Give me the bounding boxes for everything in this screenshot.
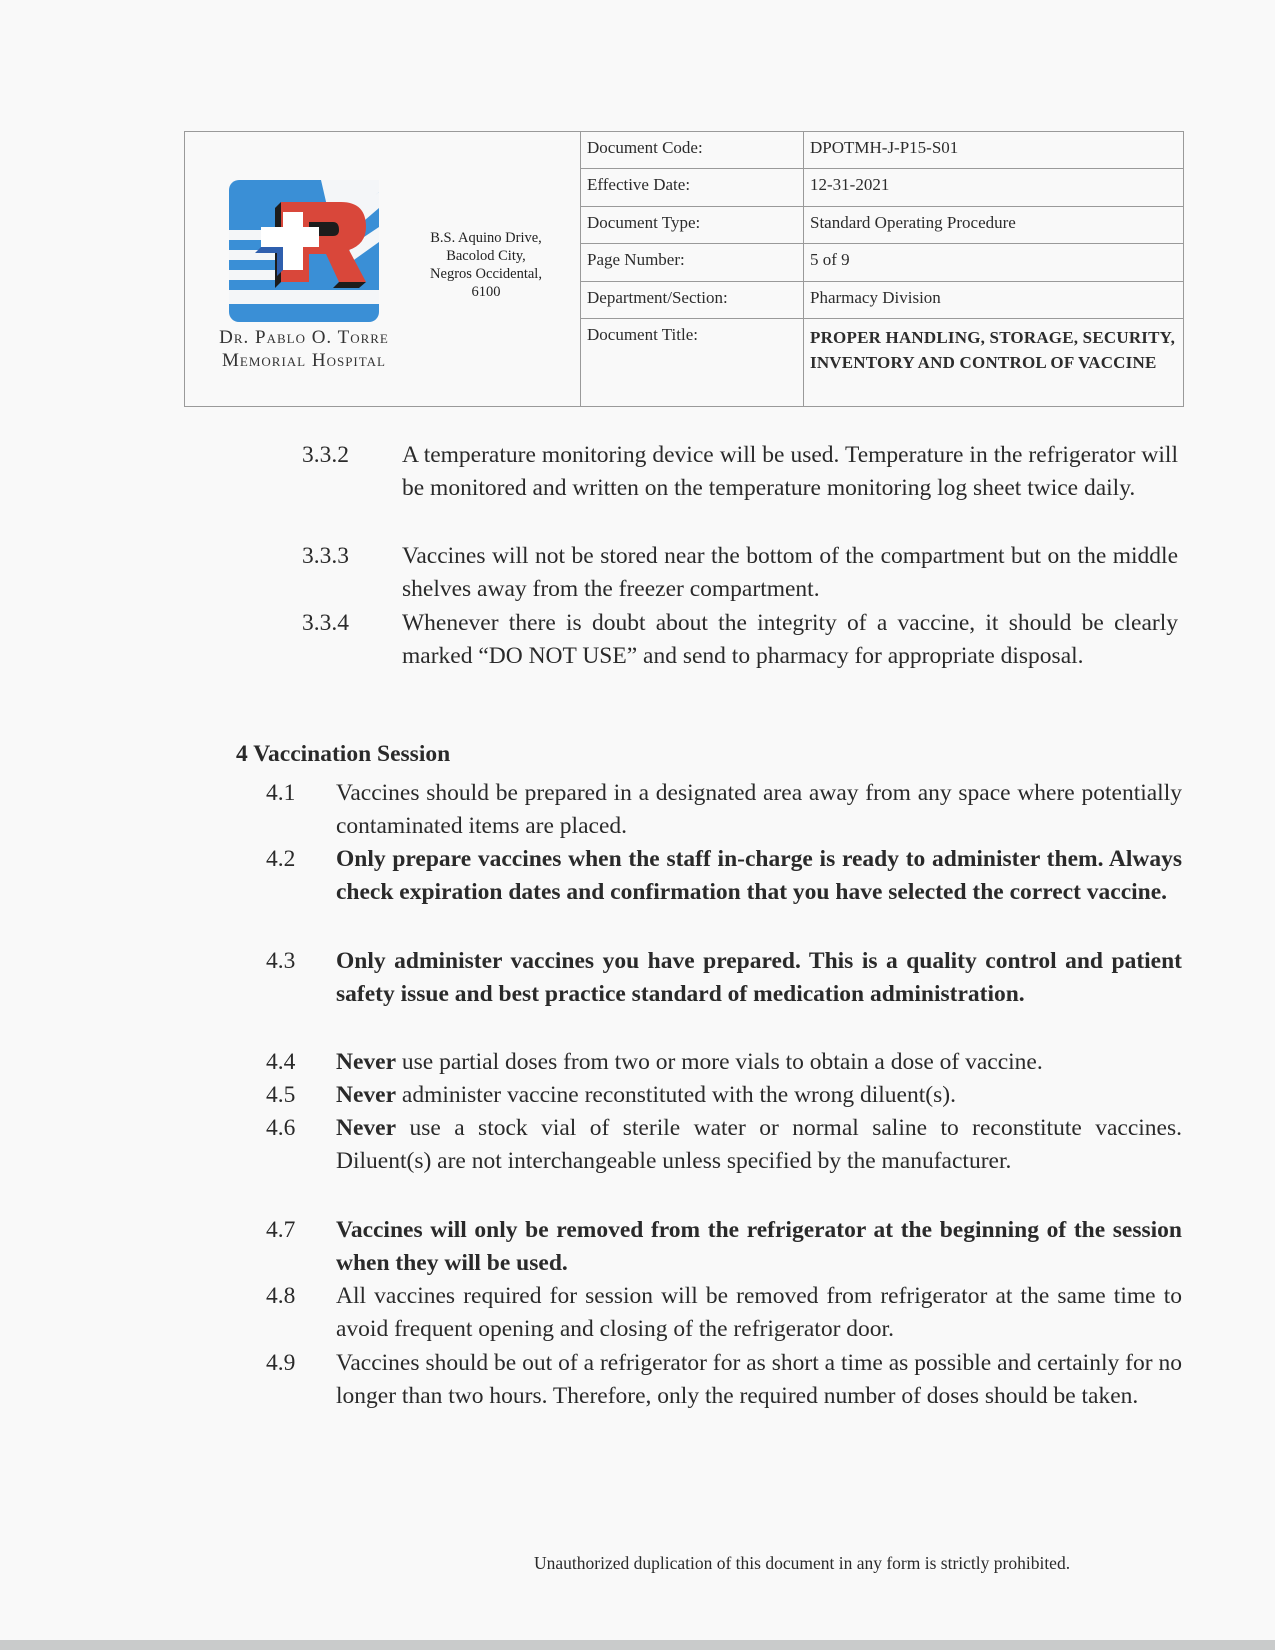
document-title-value: PROPER HANDLING, STORAGE, SECURITY, INVENTORY AND CONTROL OF VACCINE xyxy=(810,328,1176,373)
list-item xyxy=(266,1347,1182,1413)
address-line: 6100 xyxy=(471,284,501,300)
hospital-address xyxy=(411,229,561,301)
list-item xyxy=(266,1046,1182,1079)
item-number: 4.7 xyxy=(266,1217,296,1243)
item-text-normal: administer vaccine reconstituted with the wrong diluent(s). xyxy=(396,1082,956,1108)
table-row xyxy=(581,169,1183,206)
item-text: A temperature monitoring device will be used. Temperature in the refrigerator will be monitored and written on the temperature monitoring log sheet twice daily. xyxy=(402,442,1178,501)
item-text xyxy=(336,1079,1182,1112)
item-number: 4.6 xyxy=(266,1115,296,1141)
document-type-value: Standard Operating Procedure xyxy=(804,206,1184,243)
item-text: Vaccines will not be stored near the bottom of the compartment but on the middle shelves away from the freezer compartment. xyxy=(402,543,1178,602)
table-row xyxy=(581,244,1183,281)
item-number: 3.3.4 xyxy=(302,610,349,636)
document-code-label: Document Code: xyxy=(581,132,804,169)
table-row xyxy=(581,319,1183,406)
list-item xyxy=(302,540,1178,606)
address-line: B.S. Aquino Drive, xyxy=(430,230,542,246)
item-text-normal: use a stock vial of sterile water or normal saline to reconstitute vaccines. Diluent(s) are not interchangeable unless specified by the manufacturer. xyxy=(336,1115,1182,1174)
document-code-value: DPOTMH-J-P15-S01 xyxy=(804,132,1184,169)
document-info-table xyxy=(581,132,1183,406)
hospital-name xyxy=(199,326,409,372)
list-item xyxy=(266,1214,1182,1280)
item-number: 4.4 xyxy=(266,1049,296,1075)
hospital-name-line1: Dr. Pablo O. Torre xyxy=(219,327,389,348)
page-number-value: 5 of 9 xyxy=(804,244,1184,281)
department-value: Pharmacy Division xyxy=(804,281,1184,318)
item-text-normal: use partial doses from two or more vials to obtain a dose of vaccine. xyxy=(396,1049,1043,1075)
effective-date-value: 12-31-2021 xyxy=(804,169,1184,206)
item-number: 4.2 xyxy=(266,846,296,872)
address-line: Negros Occidental, xyxy=(430,266,542,282)
department-label: Department/Section: xyxy=(581,281,804,318)
hospital-block xyxy=(185,132,581,406)
table-row xyxy=(581,132,1183,169)
list-item xyxy=(302,607,1178,673)
list-item xyxy=(266,1112,1182,1178)
item-text-bold: Never xyxy=(336,1115,397,1141)
item-text xyxy=(336,1046,1182,1079)
page-number-label: Page Number: xyxy=(581,244,804,281)
item-text: Vaccines should be out of a refrigerator for as short a time as possible and certainly for no longer than two hours. Therefore, only the required number of doses should be taken. xyxy=(336,1350,1182,1409)
table-row xyxy=(581,281,1183,318)
item-text-bold: Only administer vaccines you have prepared. This is a quality control and patient safety issue and best practice standard of medication administration. xyxy=(336,948,1182,1007)
copyright-notice: Unauthorized duplication of this document in any form is strictly prohibited. xyxy=(534,1553,1071,1573)
item-number: 4.8 xyxy=(266,1283,296,1309)
item-number: 3.3.3 xyxy=(302,543,349,569)
document-header xyxy=(184,131,1184,407)
item-text xyxy=(336,1112,1182,1178)
item-number: 4.3 xyxy=(266,948,296,974)
document-type-label: Document Type: xyxy=(581,206,804,243)
item-number: 4.9 xyxy=(266,1350,296,1376)
section-heading: 4 Vaccination Session xyxy=(236,741,451,767)
item-text-normal: Vaccines should be prepared in a designated area away from any space where potentially contaminated items are placed. xyxy=(336,780,1182,839)
list-item xyxy=(266,777,1182,843)
scan-bottom-edge xyxy=(0,1640,1275,1650)
table-row xyxy=(581,206,1183,243)
item-number: 4.1 xyxy=(266,780,296,806)
document-title-label: Document Title: xyxy=(581,319,804,406)
item-text-bold: Never xyxy=(336,1049,397,1075)
list-item xyxy=(266,1079,1182,1112)
item-number: 4.5 xyxy=(266,1082,296,1108)
list-item xyxy=(302,439,1178,505)
hospital-logo-icon xyxy=(221,172,379,322)
list-item xyxy=(266,945,1182,1011)
list-item xyxy=(266,1280,1182,1346)
hospital-name-line2: Memorial Hospital xyxy=(222,350,386,371)
effective-date-label: Effective Date: xyxy=(581,169,804,206)
item-text-bold: Never xyxy=(336,1082,397,1108)
item-number: 3.3.2 xyxy=(302,442,349,468)
item-text: Whenever there is doubt about the integrity of a vaccine, it should be clearly marked “DO NOT USE” and send to pharmacy for appropriate disposal. xyxy=(402,610,1178,669)
address-line: Bacolod City, xyxy=(446,248,526,264)
item-text: All vaccines required for session will be removed from refrigerator at the same time to avoid frequent opening and closing of the refrigerator door. xyxy=(336,1283,1182,1342)
item-text-bold: Vaccines will only be removed from the refrigerator at the beginning of the session when they will be used. xyxy=(336,1217,1182,1276)
item-text-bold: Only prepare vaccines when the staff in-charge is ready to administer them. Always check expiration dates and confirmation that you have selected the correct vaccine. xyxy=(336,846,1182,905)
list-item xyxy=(266,843,1182,909)
item-text xyxy=(336,777,1182,843)
